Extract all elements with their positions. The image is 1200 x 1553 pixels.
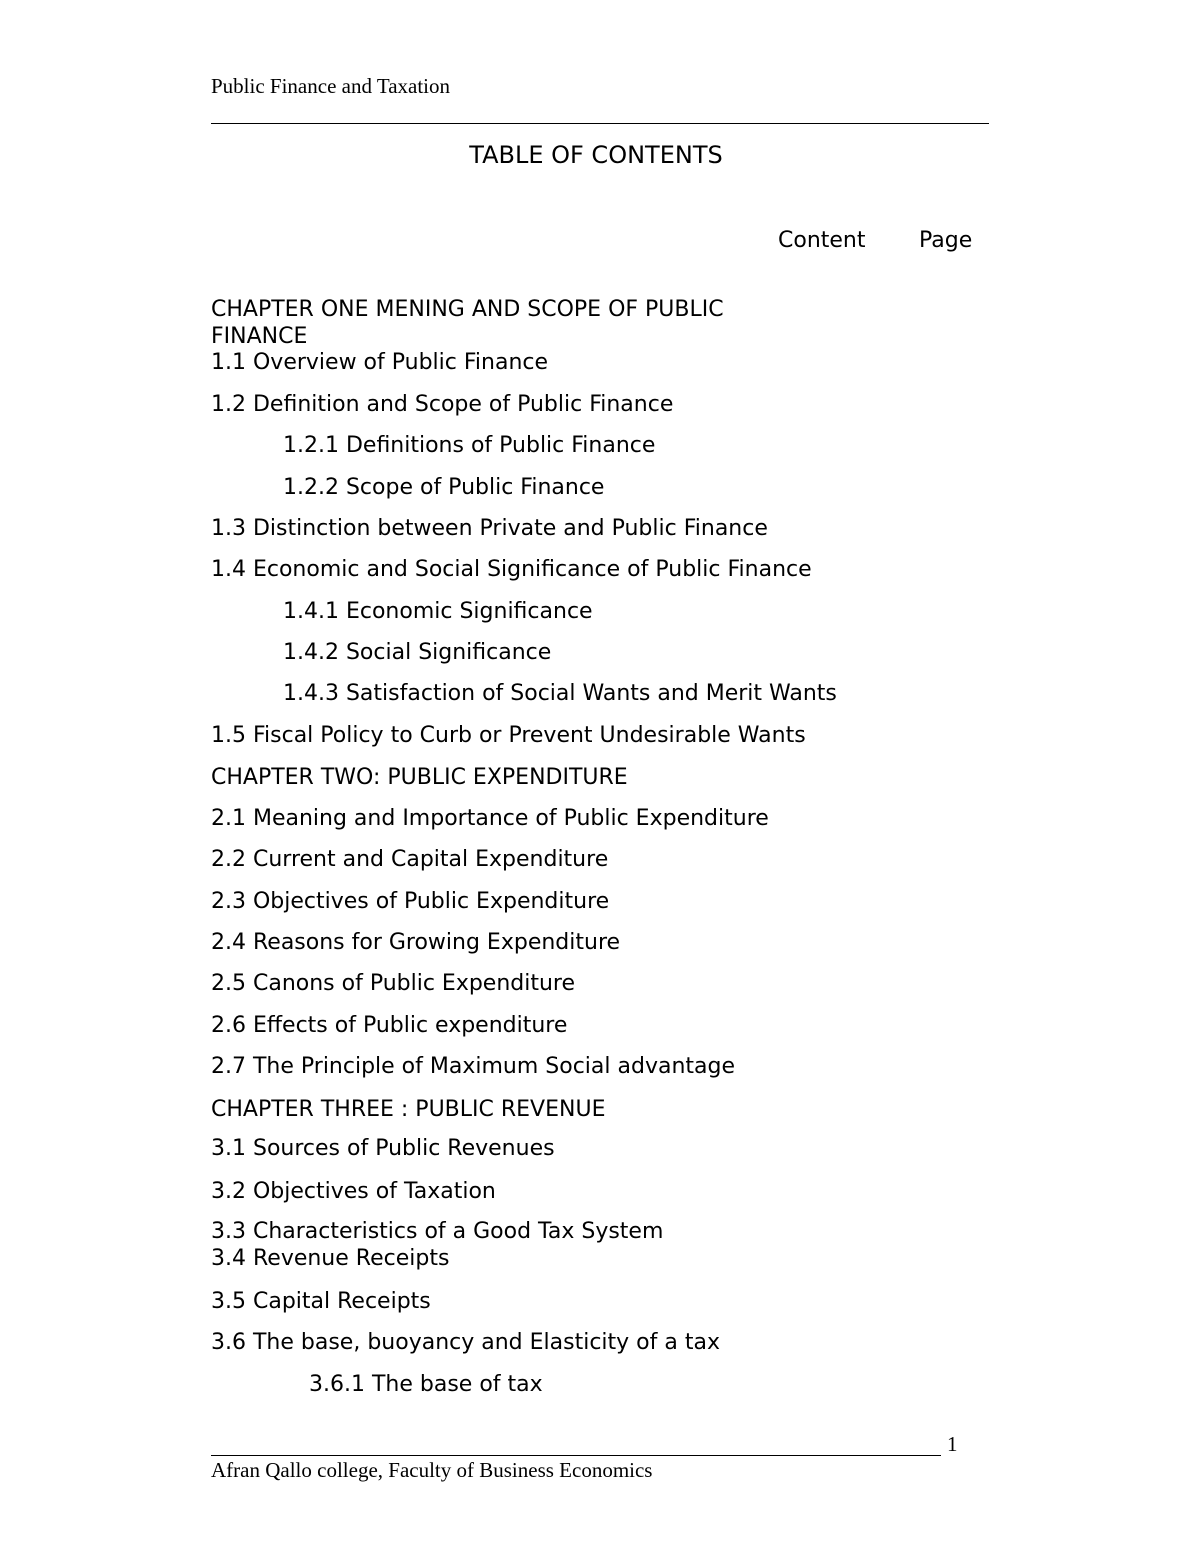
column-header-page: Page [919,228,973,253]
toc-entry-1-2-2: 1.2.2 Scope of Public Finance [283,475,605,500]
toc-entry-1-4: 1.4 Economic and Social Significance of Public Finance [211,557,812,582]
toc-entry-1-5: 1.5 Fiscal Policy to Curb or Prevent Undesirable Wants [211,723,806,748]
toc-entry-1-2: 1.2 Definition and Scope of Public Finance [211,392,674,417]
page-footer: Afran Qallo college, Faculty of Business Economics [211,1458,653,1482]
toc-entry-3-6-1: 3.6.1 The base of tax [309,1372,543,1397]
footer-divider [211,1455,941,1456]
toc-entry-2-7: 2.7 The Principle of Maximum Social advantage [211,1054,735,1079]
toc-entry-2-3: 2.3 Objectives of Public Expenditure [211,889,610,914]
toc-entry-1-4-1: 1.4.1 Economic Significance [283,599,593,624]
toc-entry-3-1: 3.1 Sources of Public Revenues [211,1136,555,1161]
toc-entry-1-2-1: 1.2.1 Definitions of Public Finance [283,433,656,458]
toc-chapter-2: CHAPTER TWO: PUBLIC EXPENDITURE [211,765,628,790]
toc-entry-1-4-3: 1.4.3 Satisfaction of Social Wants and Merit Wants [283,681,837,706]
page-number: 1 [947,1432,958,1456]
toc-entry-1-1: 1.1 Overview of Public Finance [211,350,549,375]
toc-entry-1-3: 1.3 Distinction between Private and Public Finance [211,516,768,541]
column-header-content: Content [778,228,866,253]
toc-entry-2-4: 2.4 Reasons for Growing Expenditure [211,930,621,955]
header-divider [211,123,989,124]
toc-chapter-1: CHAPTER ONE MENING AND SCOPE OF PUBLIC FINANCE [211,297,724,349]
toc-title: TABLE OF CONTENTS [469,141,723,169]
toc-entry-3-5: 3.5 Capital Receipts [211,1289,431,1314]
page-header: Public Finance and Taxation [211,74,451,98]
toc-entry-3-6: 3.6 The base, buoyancy and Elasticity of a tax [211,1330,720,1355]
toc-entry-3-3: 3.3 Characteristics of a Good Tax System [211,1219,664,1244]
toc-entry-3-2: 3.2 Objectives of Taxation [211,1179,496,1204]
toc-chapter-3: CHAPTER THREE : PUBLIC REVENUE [211,1097,606,1122]
toc-entry-2-5: 2.5 Canons of Public Expenditure [211,971,576,996]
toc-entry-1-4-2: 1.4.2 Social Significance [283,640,552,665]
toc-entry-3-4: 3.4 Revenue Receipts [211,1246,450,1271]
toc-entry-2-1: 2.1 Meaning and Importance of Public Expenditure [211,806,769,831]
toc-entry-2-6: 2.6 Effects of Public expenditure [211,1013,568,1038]
toc-entry-2-2: 2.2 Current and Capital Expenditure [211,847,609,872]
